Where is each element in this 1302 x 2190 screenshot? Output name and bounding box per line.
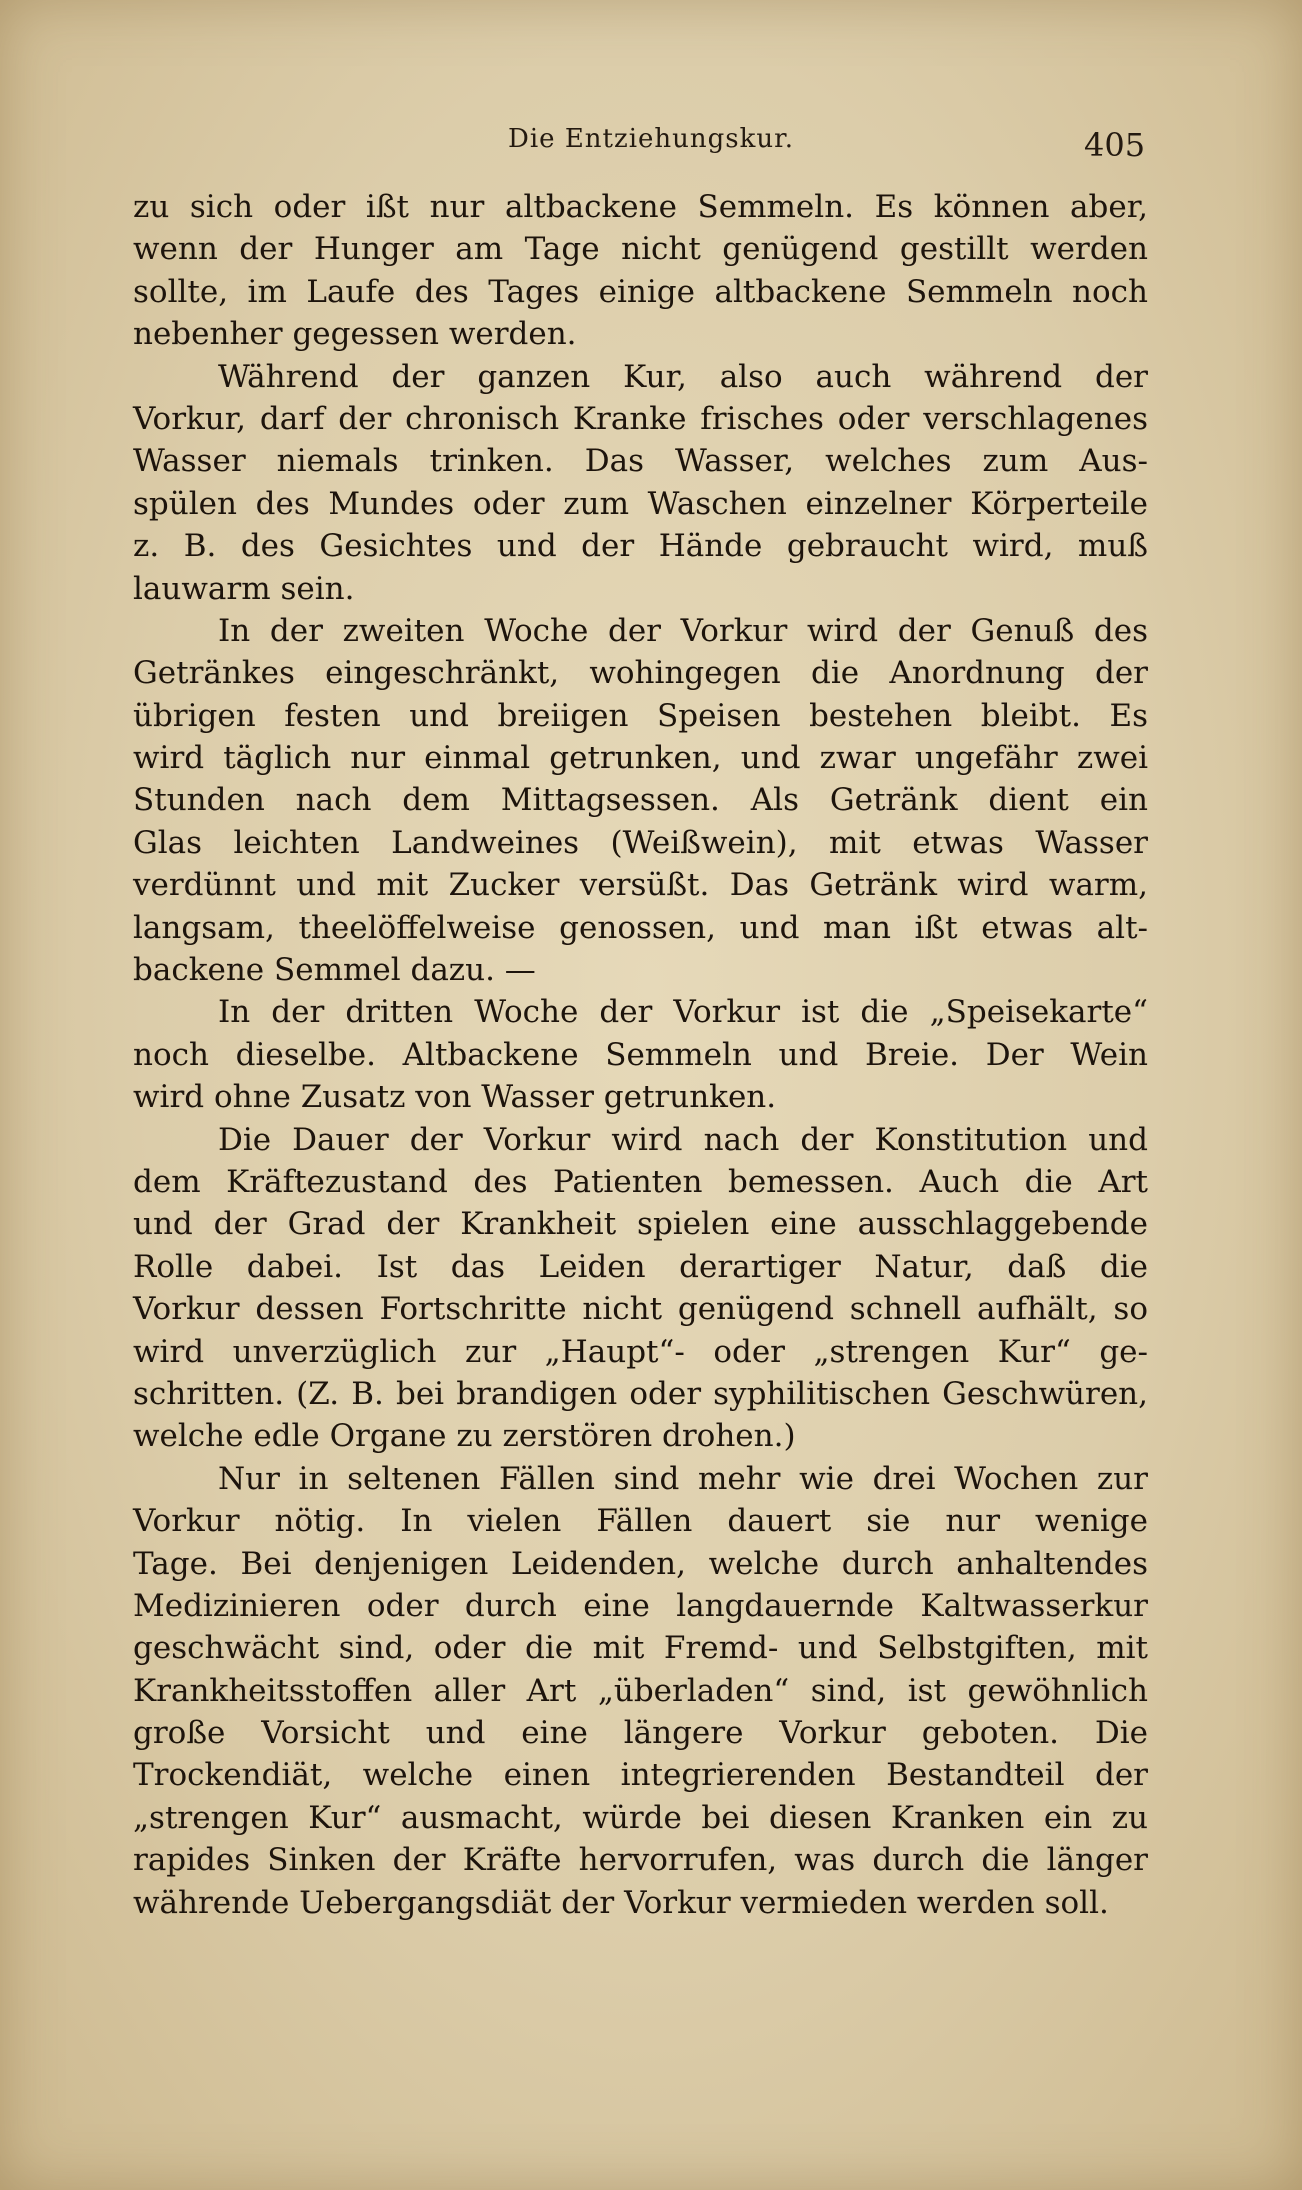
text-line: wenn der Hunger am Tage nicht genügend gestillt werden: [133, 231, 1148, 268]
text-line: welche edle Organe zu zerstören drohen.): [133, 1418, 796, 1455]
running-head: Die Entziehungskur.: [508, 124, 794, 154]
text-line: backene Semmel dazu. —: [133, 952, 536, 989]
text-line: Vorkur, darf der chronisch Kranke frisches oder verschlagenes: [133, 400, 1148, 437]
paragraph: [133, 356, 1148, 610]
text-line: Getränkes eingeschränkt, wohingegen die Anordnung der: [133, 655, 1148, 692]
text-line: Die Dauer der Vorkur wird nach der Konstitution und: [218, 1121, 1148, 1158]
paragraph: [133, 186, 1148, 356]
text-line: währende Uebergangsdiät der Vorkur vermieden werden soll.: [133, 1884, 1109, 1921]
paragraph: [133, 610, 1148, 992]
text-line: wird täglich nur einmal getrunken, und zwar ungefähr zwei: [133, 740, 1148, 777]
text-line: dem Kräftezustand des Patienten bemessen. Auch die Art: [133, 1163, 1148, 1200]
text-line: „strengen Kur“ ausmacht, würde bei diesen Kranken ein zu: [133, 1799, 1148, 1836]
text-line: In der dritten Woche der Vorkur ist die „Speisekarte“: [218, 994, 1148, 1031]
text-line: wird unverzüglich zur „Haupt“- oder „strengen Kur“ ge-: [133, 1333, 1148, 1370]
text-line: und der Grad der Krankheit spielen eine ausschlaggebende: [133, 1206, 1148, 1243]
text-line: lauwarm sein.: [133, 570, 355, 607]
text-line: Vorkur dessen Fortschritte nicht genügend schnell aufhält, so: [133, 1291, 1148, 1328]
text-line: zu sich oder ißt nur altbackene Semmeln. Es können aber,: [133, 189, 1148, 225]
text-line: schritten. (Z. B. bei brandigen oder syphilitischen Geschwüren,: [133, 1375, 1148, 1412]
text-line: große Vorsicht und eine längere Vorkur geboten. Die: [133, 1715, 1148, 1752]
text-line: Krankheitsstoffen aller Art „überladen“ sind, ist gewöhnlich: [133, 1672, 1148, 1709]
text-line: In der zweiten Woche der Vorkur wird der Genuß des: [218, 612, 1148, 649]
text-line: Nur in seltenen Fällen sind mehr wie drei Wochen zur: [218, 1460, 1148, 1497]
text-line: wird ohne Zusatz von Wasser getrunken.: [133, 1079, 777, 1116]
text-line: Vorkur nötig. In vielen Fällen dauert sie nur wenige: [133, 1503, 1148, 1540]
body-text: [133, 186, 1148, 1924]
text-line: spülen des Mundes oder zum Waschen einzelner Körperteile: [133, 485, 1148, 522]
paragraph: [133, 991, 1148, 1118]
text-line: z. B. des Gesichtes und der Hände gebraucht wird, muß: [133, 528, 1148, 565]
text-line: Medizinieren oder durch eine langdauernde Kaltwasserkur: [133, 1587, 1148, 1624]
text-line: langsam, theelöffelweise genossen, und man ißt etwas alt-: [133, 909, 1148, 946]
text-line: verdünnt und mit Zucker versüßt. Das Getränk wird warm,: [133, 867, 1148, 904]
text-line: Während der ganzen Kur, also auch während der: [218, 358, 1148, 395]
text-line: nebenher gegessen werden.: [133, 316, 577, 353]
text-line: Stunden nach dem Mittagsessen. Als Getränk dient ein: [133, 782, 1148, 819]
text-line: Trockendiät, welche einen integrierenden Bestandteil der: [133, 1757, 1148, 1794]
paragraph: [133, 1119, 1148, 1458]
text-line: geschwächt sind, oder die mit Fremd- und Selbstgiften, mit: [133, 1630, 1148, 1667]
text-line: noch dieselbe. Altbackene Semmeln und Breie. Der Wein: [133, 1036, 1148, 1073]
text-line: Glas leichten Landweines (Weißwein), mit etwas Wasser: [133, 824, 1148, 861]
text-line: sollte, im Laufe des Tages einige altbackene Semmeln noch: [133, 273, 1148, 310]
text-line: Rolle dabei. Ist das Leiden derartiger Natur, daß die: [133, 1248, 1148, 1285]
paragraph: [133, 1458, 1148, 1924]
text-line: Wasser niemals trinken. Das Wasser, welches zum Aus-: [133, 443, 1148, 480]
page-number: 405: [1084, 126, 1146, 164]
text-line: übrigen festen und breiigen Speisen bestehen bleibt. Es: [133, 697, 1148, 734]
text-line: rapides Sinken der Kräfte hervorrufen, was durch die länger: [133, 1842, 1148, 1879]
text-line: Tage. Bei denjenigen Leidenden, welche durch anhaltendes: [133, 1545, 1148, 1582]
